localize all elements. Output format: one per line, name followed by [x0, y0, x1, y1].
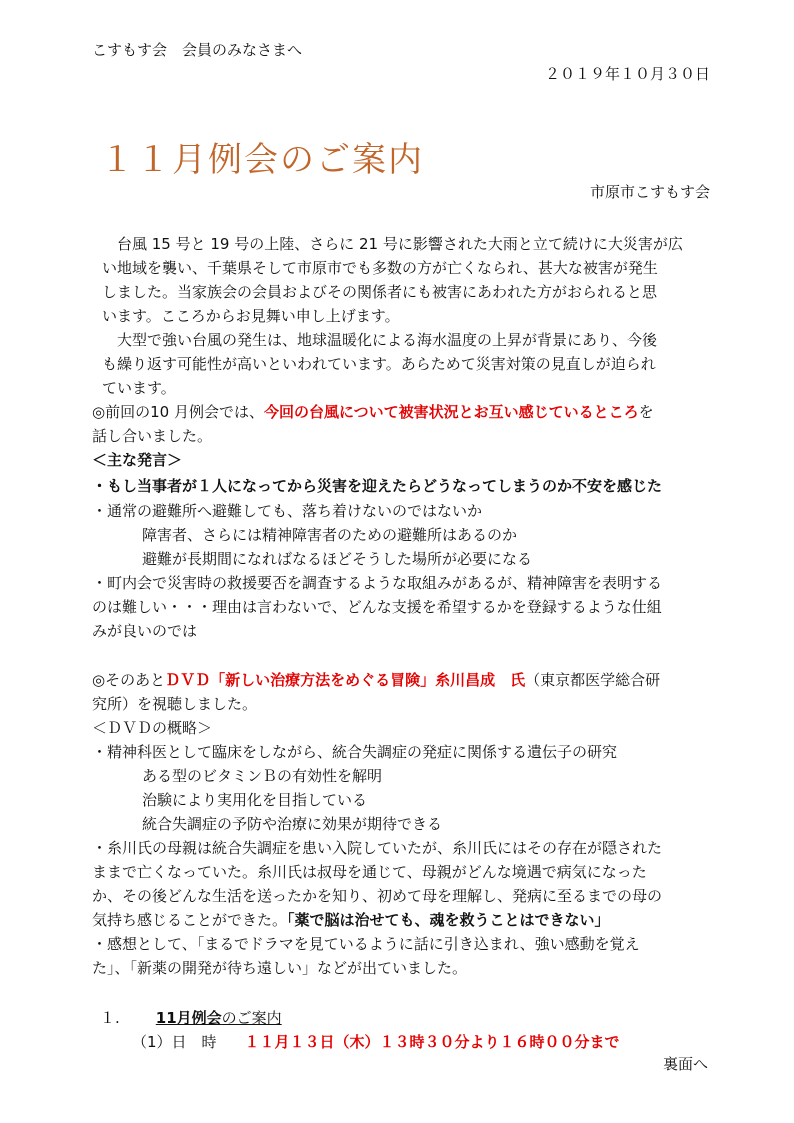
intro-line: い地域を襲い、千葉県そして市原市でも多数の方が亡くなられ、甚大な被害が発生 [102, 259, 658, 277]
intro-line: 大型で強い台風の発生は、地球温暖化による海水温度の上昇が背景にあり、今後 [102, 331, 658, 349]
dvd-summary-item: 統合失調症の予防や治療に効果が期待できる [142, 815, 443, 833]
remark-item: ・町内会で災害時の救援要否を調査するような取組みがあるが、精神障害を表明する [92, 574, 663, 592]
dvd-summary-item: ・精神科医として臨床をしながら、統合失調症の発症に関係する遺伝子の研究 [92, 743, 618, 761]
intro-line: ています。 [102, 379, 176, 397]
remark-item: ・もし当事者が１人になってから災害を迎えたらどうなってしまうのか不安を感じた [92, 477, 663, 495]
meeting-topic: 今回の台風について被害状況とお互い感じているところ [263, 403, 639, 421]
meeting-summary-line: 話し合いました。 [92, 427, 213, 445]
meeting-prefix: ◎前回の10 月例会では、 [92, 403, 264, 421]
intro-line: います。こころからお見舞い申し上げます。 [102, 307, 400, 325]
impression-line: ・感想として、「まるでドラマを見ているように話に引き込まれ、強い感動を覚え [92, 935, 640, 953]
remark-item: 障害者、さらには精神障害者のための避難所はあるのか [142, 526, 518, 544]
intro-line: 台風 15 号と 19 号の上陸、さらに 21 号に影響された大雨と立て続けに大災害が広 [102, 235, 683, 253]
dvd-prefix: ◎そのあと [92, 671, 166, 689]
dvd-title: ＤＶＤ「新しい治療方法をめぐる冒険」糸川昌成 氏 [165, 671, 526, 689]
remark-item: 避難が長期間になればなるほどそうした場所が必要になる [142, 550, 533, 568]
next-page-note: 裏面へ [662, 1055, 708, 1073]
dvd-summary-line [92, 668, 660, 692]
notice-heading-bold: 11月例会 [155, 1009, 222, 1027]
dvd-quote: 「薬で脳は治せても、魂を救うことはできない」 [287, 911, 610, 929]
dvd-summary-item [92, 908, 610, 932]
dvd-summary-heading: ＜ＤＶＤの概略＞ [92, 719, 213, 737]
sender: 市原市こすもす会 [589, 183, 710, 201]
meeting-suffix: を [638, 403, 654, 421]
remark-item: ・通常の避難所へ避難しても、落ち着けないのではないか [92, 502, 483, 520]
dvd-summary-item: ままで亡くなっていた。糸川氏は叔母を通じて、母親がどんな境遇で病気になった [92, 863, 647, 881]
dvd-summary-text: 気持ち感じることができた。 [92, 911, 288, 929]
page-title: １１月例会のご案内 [100, 140, 424, 180]
intro-line: しました。当家族会の会員およびその関係者にも被害にあわれた方がおられると思 [102, 283, 658, 301]
notice-number: １. [100, 1009, 120, 1027]
remarks-heading: ＜主な発言＞ [92, 451, 183, 469]
impression-line: た」、「新薬の開発が待ち遠しい」などが出ていました。 [92, 959, 468, 977]
dvd-summary-item: か、その後どんな生活を送ったかを知り、初めて母を理解し、発病に至るまでの母の [92, 887, 663, 905]
dvd-suffix: （東京都医学総合研 [525, 671, 661, 689]
remark-item: みが良いのでは [92, 622, 198, 640]
addressee: こすもす会 会員のみなさまへ [92, 41, 303, 59]
remark-item: のは難しい・・・理由は言わないで、どんな支援を希望するかを登録するような仕組 [92, 598, 662, 616]
notice-heading-rest: のご案内 [221, 1009, 282, 1027]
notice-item-value: １１月１３日（木）１３時３０分より１６時００分まで [244, 1033, 620, 1051]
notice-heading [100, 1006, 282, 1030]
notice-item-label: （1）日 時 [132, 1033, 217, 1051]
dvd-summary-item: ・糸川氏の母親は統合失調症を患い入院していたが、糸川氏にはその存在が隠された [92, 839, 663, 857]
dvd-summary-item: ある型のビタミンＢの有効性を解明 [142, 767, 383, 785]
dvd-summary-item: 治験により実用化を目指している [142, 791, 368, 809]
dvd-summary-line: 究所）を視聴しました。 [92, 695, 258, 713]
document-date: ２０１９年１０月３０日 [544, 65, 710, 83]
meeting-summary-line [92, 400, 654, 424]
intro-line: も繰り返す可能性が高いといわれています。あらためて災害対策の見直しが迫られ [102, 355, 656, 373]
notice-item [132, 1030, 620, 1054]
